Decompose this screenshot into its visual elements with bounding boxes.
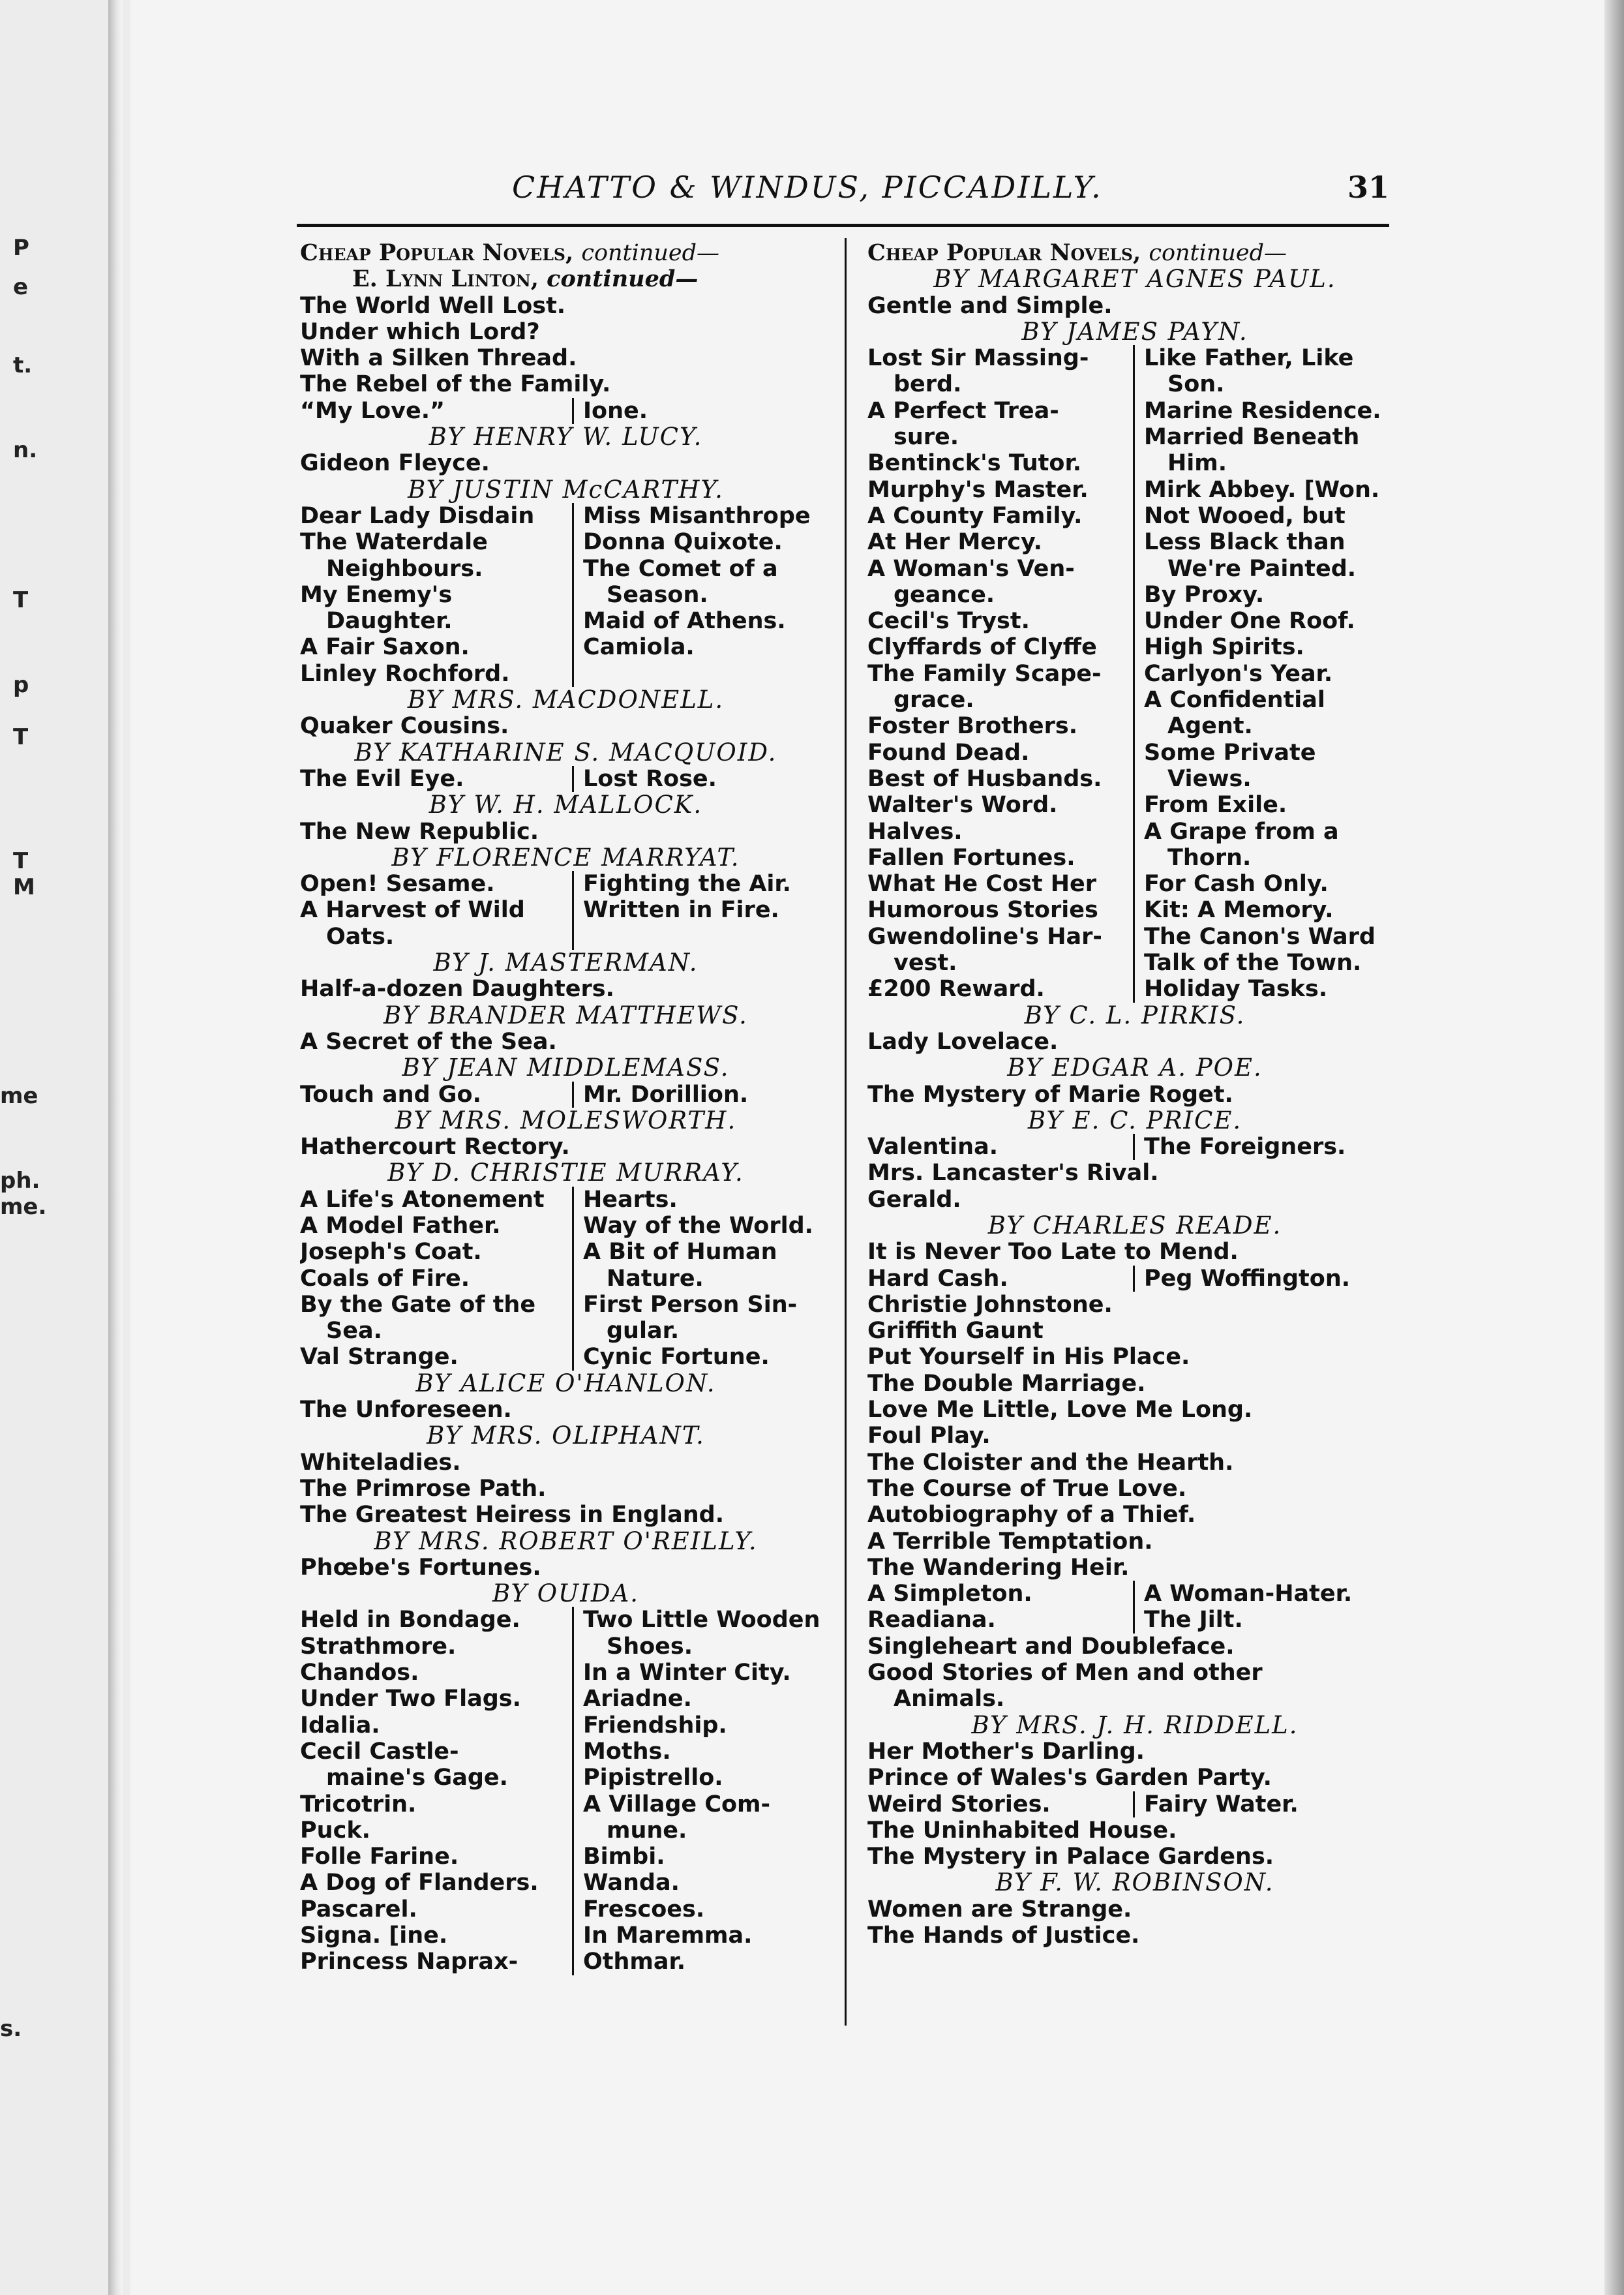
book-title-pair: [300, 1896, 832, 1923]
book-title: Shoes.: [607, 1633, 693, 1660]
book-title: Folle Farine.: [300, 1844, 574, 1870]
book-title-pair: [300, 1266, 832, 1292]
book-title: Lady Lovelace.: [867, 1028, 1059, 1055]
facing-page-fragment: M: [13, 874, 35, 900]
book-title-pair: [867, 819, 1402, 845]
book-title: Not Wooed, but: [1144, 502, 1346, 529]
book-title-pair: [300, 897, 832, 923]
book-title: Hard Cash.: [867, 1266, 1135, 1292]
book-title: The Double Marriage.: [867, 1370, 1146, 1397]
book-title: A Dog of Flanders.: [300, 1870, 574, 1896]
book-title: A Grape from a: [1144, 818, 1339, 845]
facing-page-fragment: n.: [13, 437, 38, 463]
book-title: Hathercourt Rectory.: [300, 1134, 570, 1161]
book-title: Prince of Wales's Garden Party.: [867, 1765, 1272, 1791]
book-title: Lost Sir Massing-: [867, 345, 1135, 371]
book-title: berd.: [867, 371, 1135, 397]
author-heading: BY JEAN MIDDLEMASS.: [402, 1055, 730, 1082]
facing-page-fragment: T: [13, 587, 29, 613]
section-title: Cheap Popular Novels,: [867, 240, 1141, 266]
left-column: [300, 240, 832, 1975]
facing-page-fragment: p: [13, 672, 29, 698]
book-title-pair: [867, 345, 1402, 371]
page-edge: [1604, 0, 1624, 2295]
book-title-pair: [300, 1213, 832, 1239]
book-title-pair: [300, 1739, 832, 1765]
book-title: Gwendoline's Har-: [867, 924, 1135, 950]
book-title: Fallen Fortunes.: [867, 845, 1135, 871]
section-continued: continued—: [1149, 240, 1287, 266]
book-title-pair: [867, 845, 1402, 871]
book-title: Clyffards of Clyffe: [867, 634, 1135, 660]
book-title: The Mystery of Marie Roget.: [867, 1081, 1233, 1108]
book-title: Fighting the Air.: [583, 871, 791, 898]
book-title: A Life's Atonement: [300, 1187, 574, 1213]
book-title: Christie Johnstone.: [867, 1291, 1113, 1318]
book-title: For Cash Only.: [1144, 871, 1329, 898]
book-title: Found Dead.: [867, 740, 1135, 766]
book-title: Gerald.: [867, 1186, 961, 1213]
book-title: Moths.: [583, 1738, 671, 1765]
book-title: Maid of Athens.: [583, 608, 786, 635]
book-title: The Foreigners.: [1144, 1134, 1346, 1161]
running-title: CHATTO & WINDUS, PICCADILLY.: [512, 170, 1103, 205]
book-title: The New Republic.: [300, 818, 539, 845]
book-title: Written in Fire.: [583, 897, 779, 924]
book-title: Dear Lady Disdain: [300, 503, 574, 529]
facing-page-fragment: s.: [0, 2016, 22, 2042]
book-title: Humorous Stories: [867, 897, 1135, 923]
author-heading: BY OUIDA.: [492, 1581, 639, 1607]
book-title-pair: [867, 1266, 1402, 1292]
book-title: [574, 661, 583, 687]
book-title-pair: [867, 503, 1402, 529]
book-title-pair: [867, 608, 1402, 634]
book-title-pair: [300, 608, 832, 634]
author-continued: continued—: [547, 266, 699, 293]
author-heading: BY CHARLES READE.: [987, 1212, 1282, 1239]
author-heading: BY MRS. MACDONELL.: [407, 687, 725, 714]
book-title-pair: [867, 1134, 1402, 1160]
book-title-pair: [867, 713, 1402, 739]
author-heading: BY KATHARINE S. MACQUOID.: [354, 739, 777, 766]
section-continued: continued—: [581, 240, 720, 266]
book-title: High Spirits.: [1144, 634, 1304, 661]
book-title: Val Strange.: [300, 1344, 574, 1370]
book-title-pair: [300, 661, 832, 687]
book-title-pair: [300, 634, 832, 660]
book-title: Open! Sesame.: [300, 871, 574, 897]
book-title: The Unforeseen.: [300, 1397, 512, 1423]
book-title-pair: [867, 897, 1402, 923]
facing-page-fragment: e: [13, 274, 29, 300]
book-title: The Course of True Love.: [867, 1475, 1187, 1502]
book-title-pair: [867, 1581, 1402, 1607]
book-title: The Primrose Path.: [300, 1475, 547, 1502]
book-title: The Uninhabited House.: [867, 1817, 1177, 1844]
book-title: Pascarel.: [300, 1896, 574, 1923]
book-title: Married Beneath: [1144, 424, 1360, 451]
book-title: Cecil's Tryst.: [867, 608, 1135, 634]
book-title: Peg Woffington.: [1144, 1265, 1351, 1292]
book-title: A Terrible Temptation.: [867, 1528, 1153, 1555]
book-title-pair: [300, 1712, 832, 1739]
author-name: E. Lynn Linton,: [352, 266, 539, 293]
book-title: Weird Stories.: [867, 1791, 1135, 1817]
book-title: grace.: [867, 687, 1135, 713]
book-title: Foul Play.: [867, 1423, 991, 1450]
book-title-pair: [867, 661, 1402, 687]
book-title: Halves.: [867, 819, 1135, 845]
book-title: Carlyon's Year.: [1144, 660, 1333, 687]
book-title: The Greatest Heiress in England.: [300, 1502, 725, 1528]
facing-page-fragment: T: [13, 724, 29, 750]
book-title-pair: [300, 1344, 832, 1370]
book-title: Othmar.: [583, 1949, 686, 1975]
book-title: Cynic Fortune.: [583, 1344, 770, 1371]
book-title-pair: [300, 766, 832, 792]
book-title: Fairy Water.: [1144, 1791, 1299, 1817]
book-title: Love Me Little, Love Me Long.: [867, 1397, 1253, 1423]
book-title: Nature.: [607, 1265, 704, 1292]
author-heading: BY BRANDER MATTHEWS.: [383, 1002, 748, 1029]
book-title-pair: [867, 556, 1402, 582]
book-title: Chandos.: [300, 1660, 574, 1686]
book-title: At Her Mercy.: [867, 529, 1135, 555]
book-title-pair: [300, 1239, 832, 1265]
author-heading: BY MRS. J. H. RIDDELL.: [971, 1712, 1299, 1739]
book-title: Signa. [ine.: [300, 1923, 574, 1949]
book-title-pair: [300, 1870, 832, 1896]
author-heading: BY HENRY W. LUCY.: [429, 424, 703, 451]
book-title-pair: [300, 1318, 832, 1344]
book-title-pair: [867, 582, 1402, 608]
book-title-pair: [867, 1791, 1402, 1817]
book-title: Two Little Wooden: [583, 1607, 820, 1634]
author-heading: BY C. L. PIRKIS.: [1024, 1002, 1246, 1029]
book-title: Readiana.: [867, 1607, 1135, 1633]
book-title: A County Family.: [867, 503, 1135, 529]
book-title: Miss Misanthrope: [583, 502, 811, 529]
book-title-pair: [867, 924, 1402, 950]
book-title: Pipistrello.: [583, 1765, 723, 1791]
book-title: The Jilt.: [1144, 1607, 1243, 1634]
book-title: Mrs. Lancaster's Rival.: [867, 1160, 1159, 1187]
book-title-pair: [867, 740, 1402, 766]
book-title-pair: [867, 371, 1402, 397]
book-title: Cecil Castle-: [300, 1739, 574, 1765]
book-title: Holiday Tasks.: [1144, 976, 1328, 1003]
book-title: Her Mother's Darling.: [867, 1738, 1145, 1765]
book-title: Strathmore.: [300, 1634, 574, 1660]
book-title-pair: [867, 792, 1402, 818]
book-title: Daughter.: [300, 608, 574, 634]
book-title: The Canon's Ward: [1144, 923, 1376, 950]
book-title: Under One Roof.: [1144, 608, 1355, 635]
book-title: What He Cost Her: [867, 871, 1135, 897]
book-title-pair: [300, 503, 832, 529]
book-title: maine's Gage.: [300, 1765, 574, 1791]
book-title: Held in Bondage.: [300, 1607, 574, 1633]
book-title: The World Well Lost.: [300, 292, 566, 319]
book-title-pair: [867, 1607, 1402, 1633]
book-title: Sea.: [300, 1318, 574, 1344]
book-title-pair: [300, 1660, 832, 1686]
book-title: Whiteladies.: [300, 1449, 461, 1476]
book-title: Donna Quixote.: [583, 529, 783, 556]
book-title: Quaker Cousins.: [300, 713, 509, 740]
book-title-pair: [867, 687, 1402, 713]
book-title: First Person Sin-: [583, 1291, 798, 1318]
book-title: Some Private: [1144, 739, 1316, 766]
book-title: “My Love.”: [300, 398, 574, 424]
column-divider: [845, 238, 847, 2026]
book-title-pair: [867, 871, 1402, 897]
book-title-pair: [300, 1765, 832, 1791]
book-title: My Enemy's: [300, 582, 574, 608]
book-title-pair: [300, 582, 832, 608]
book-title: Tricotrin.: [300, 1791, 574, 1817]
book-title: It is Never Too Late to Mend.: [867, 1239, 1239, 1266]
book-title: We're Painted.: [1167, 555, 1357, 582]
book-title: Walter's Word.: [867, 792, 1135, 818]
book-title: Ione.: [583, 397, 648, 424]
author-heading: BY JAMES PAYN.: [1021, 318, 1248, 346]
book-title: Ariadne.: [583, 1686, 692, 1712]
book-title: Puck.: [300, 1817, 574, 1844]
book-title: From Exile.: [1144, 792, 1287, 819]
book-title-pair: [867, 634, 1402, 660]
book-title: The Wandering Heir.: [867, 1554, 1130, 1581]
author-heading: BY D. CHRISTIE MURRAY.: [387, 1160, 744, 1187]
book-title: Wanda.: [583, 1870, 680, 1896]
book-title: Mirk Abbey. [Won.: [1144, 476, 1380, 503]
author-heading: BY MRS. ROBERT O'REILLY.: [374, 1528, 758, 1555]
author-heading: BY EDGAR A. POE.: [1007, 1055, 1263, 1082]
book-title-pair: [300, 1686, 832, 1712]
book-title: A Harvest of Wild: [300, 897, 574, 923]
book-title: Idalia.: [300, 1712, 574, 1739]
book-title-pair: [300, 1634, 832, 1660]
book-title: Talk of the Town.: [1144, 950, 1362, 977]
book-title: By Proxy.: [1144, 581, 1265, 608]
book-title: Valentina.: [867, 1134, 1135, 1160]
book-title: Lost Rose.: [583, 765, 717, 792]
book-title: Agent.: [1167, 713, 1253, 740]
book-title-pair: [300, 1187, 832, 1213]
book-title: A Bit of Human: [583, 1239, 777, 1266]
book-title: Oats.: [300, 924, 574, 950]
book-title: Like Father, Like: [1144, 345, 1354, 372]
book-title-pair: [300, 398, 832, 424]
book-title: Griffith Gaunt: [867, 1318, 1044, 1345]
book-title: Frescoes.: [583, 1896, 705, 1923]
book-title: Put Yourself in His Place.: [867, 1344, 1190, 1371]
book-title: The Waterdale: [300, 529, 574, 555]
running-header: [297, 170, 1389, 209]
book-title: Under which Lord?: [300, 318, 540, 345]
book-title: Foster Brothers.: [867, 713, 1135, 739]
book-title: A Woman-Hater.: [1144, 1581, 1353, 1607]
book-title: Less Black than: [1144, 529, 1346, 556]
book-title: Murphy's Master.: [867, 477, 1135, 503]
book-title: The Cloister and the Hearth.: [867, 1449, 1234, 1476]
book-title: A Secret of the Sea.: [300, 1028, 557, 1055]
book-title: The Comet of a: [583, 555, 778, 582]
book-title: Son.: [1167, 371, 1225, 398]
book-title: A Village Com-: [583, 1791, 771, 1817]
book-title: The Mystery in Palace Gardens.: [867, 1844, 1274, 1870]
section-title: Cheap Popular Novels,: [300, 240, 574, 266]
book-title-pair: [300, 556, 832, 582]
book-title-pair: [867, 398, 1402, 424]
book-title: A Simpleton.: [867, 1581, 1135, 1607]
book-title: £200 Reward.: [867, 976, 1135, 1002]
facing-page-fragment: t.: [13, 352, 33, 378]
facing-page-fragment: me: [0, 1083, 38, 1109]
book-title: Hearts.: [583, 1186, 678, 1213]
book-title: The Evil Eye.: [300, 766, 574, 792]
author-subheader: [300, 266, 832, 292]
book-title-pair: [867, 976, 1402, 1002]
book-title-pair: [867, 766, 1402, 792]
book-title-pair: [300, 1791, 832, 1817]
book-title: Season.: [607, 581, 708, 608]
book-title: In Maremma.: [583, 1923, 753, 1949]
author-heading: BY JUSTIN McCARTHY.: [408, 476, 724, 503]
book-title: Animals.: [894, 1686, 1005, 1712]
book-title: Singleheart and Doubleface.: [867, 1633, 1235, 1660]
book-title: Marine Residence.: [1144, 397, 1381, 424]
book-title-pair: [300, 1844, 832, 1870]
book-title-pair: [867, 424, 1402, 450]
author-heading: BY ALICE O'HANLON.: [415, 1370, 716, 1397]
book-title: By the Gate of the: [300, 1292, 574, 1318]
book-title-pair: [867, 950, 1402, 976]
book-title: Autobiography of a Thief.: [867, 1502, 1196, 1528]
book-title: Gideon Fleyce.: [300, 450, 490, 477]
book-title: Joseph's Coat.: [300, 1239, 574, 1265]
book-title: Half-a-dozen Daughters.: [300, 976, 614, 1003]
book-title: Way of the World.: [583, 1212, 813, 1239]
book-title: Camiola.: [583, 634, 695, 661]
book-title-pair: [300, 1292, 832, 1318]
book-title: Phœbe's Fortunes.: [300, 1554, 541, 1581]
author-heading: BY MRS. OLIPHANT.: [427, 1423, 705, 1450]
book-title: A Perfect Trea-: [867, 398, 1135, 424]
book-title: Best of Husbands.: [867, 766, 1135, 792]
section-header: [867, 240, 1402, 266]
book-title-pair: [300, 529, 832, 555]
book-title: In a Winter City.: [583, 1660, 791, 1686]
right-column: [867, 240, 1402, 1949]
book-title-pair: [300, 1082, 832, 1108]
book-title: Princess Naprax-: [300, 1949, 574, 1975]
book-title: A Confidential: [1144, 687, 1325, 714]
author-heading: BY MRS. MOLESWORTH.: [395, 1107, 737, 1134]
book-title: mune.: [607, 1817, 687, 1844]
book-title: gular.: [607, 1318, 680, 1345]
book-title: Views.: [1167, 765, 1252, 792]
binding-gutter: [108, 0, 123, 2295]
book-title: Friendship.: [583, 1712, 727, 1739]
book-title-pair: [300, 924, 832, 950]
book-title: Touch and Go.: [300, 1082, 574, 1108]
book-title: Bimbi.: [583, 1844, 665, 1870]
book-title: Neighbours.: [300, 556, 574, 582]
book-title-pair: [300, 1949, 832, 1975]
book-title: A Model Father.: [300, 1213, 574, 1239]
book-title-pair: [300, 871, 832, 897]
facing-page-fragment: ph.: [0, 1168, 40, 1194]
book-title: The Rebel of the Family.: [300, 371, 611, 398]
author-heading: BY MARGARET AGNES PAUL.: [933, 266, 1336, 293]
author-heading: BY FLORENCE MARRYAT.: [391, 844, 740, 872]
book-title-pair: [867, 450, 1402, 476]
facing-page-fragment: P: [13, 235, 29, 261]
page-number: 31: [1347, 170, 1389, 205]
header-rule: [297, 224, 1389, 227]
book-title: Good Stories of Men and other: [867, 1660, 1263, 1686]
book-title: Mr. Dorillion.: [583, 1081, 749, 1108]
book-title-pair: [867, 477, 1402, 503]
book-title: Gentle and Simple.: [867, 292, 1113, 319]
book-title: Women are Strange.: [867, 1896, 1132, 1923]
book-title-pair: [300, 1923, 832, 1949]
book-title: [574, 924, 583, 950]
book-title: A Fair Saxon.: [300, 634, 574, 660]
book-title: Him.: [1167, 450, 1227, 477]
book-title: Bentinck's Tutor.: [867, 450, 1135, 476]
section-header: [300, 240, 832, 266]
author-heading: BY W. H. MALLOCK.: [429, 792, 703, 819]
book-title: Under Two Flags.: [300, 1686, 574, 1712]
book-title: Thorn.: [1167, 844, 1252, 871]
book-title: The Hands of Justice.: [867, 1923, 1140, 1949]
book-title: A Woman's Ven-: [867, 556, 1135, 582]
book-title-pair: [300, 1817, 832, 1844]
book-title-pair: [300, 1607, 832, 1633]
author-heading: BY J. MASTERMAN.: [433, 950, 699, 977]
book-title: The Family Scape-: [867, 661, 1135, 687]
author-heading: BY F. W. ROBINSON.: [995, 1870, 1274, 1896]
book-title-pair: [867, 529, 1402, 555]
author-heading: BY E. C. PRICE.: [1027, 1107, 1242, 1134]
book-title: Linley Rochford.: [300, 661, 574, 687]
book-title: sure.: [867, 424, 1135, 450]
book-title: vest.: [867, 950, 1135, 976]
facing-page-fragment: me.: [0, 1194, 47, 1220]
book-title: With a Silken Thread.: [300, 345, 577, 372]
book-title: geance.: [867, 582, 1135, 608]
book-title: Coals of Fire.: [300, 1266, 574, 1292]
book-title: Kit: A Memory.: [1144, 897, 1334, 924]
facing-page-fragment: T: [13, 848, 29, 874]
